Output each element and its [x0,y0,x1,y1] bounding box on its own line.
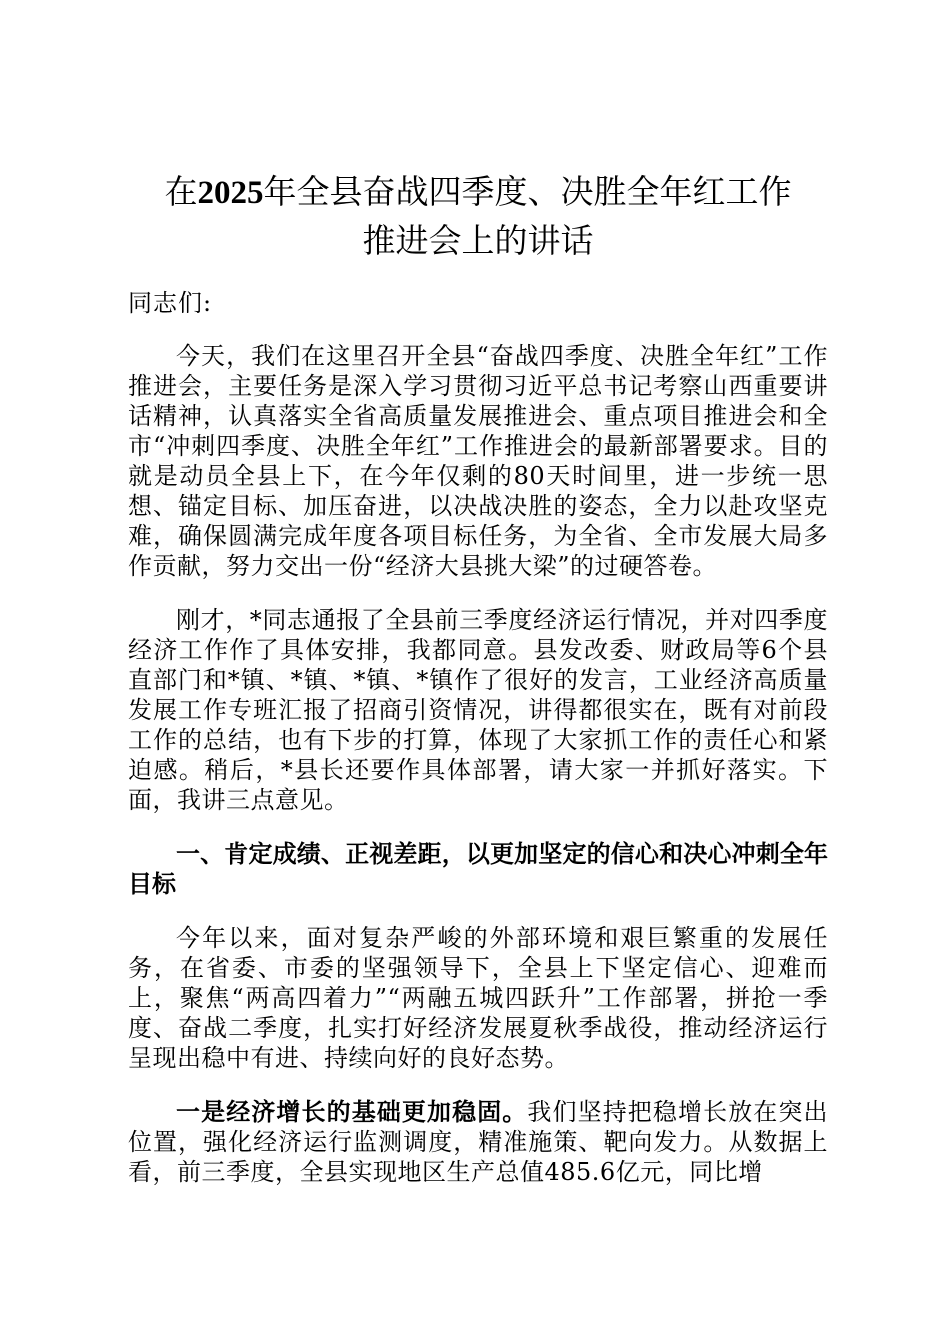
paragraph-review: 刚才，*同志通报了全县前三季度经济运行情况，并对四季度经济工作作了具体安排，我都同意。县发改委、财政局等6个县直部门和*镇、*镇、*镇、*镇作了很好的发言，工业经济高质量发展工作专班汇报了招商引资情况，讲得都很实在，既有对前段工作的总结，也有下步的打算，体现了大家抓工作的责任心和紧迫感。稍后，*县长还要作具体部署，请大家一并抓好落实。下面，我讲三点意见。 [128,606,828,814]
title-line-2: 推进会上的讲话 [362,221,594,260]
title-prefix: 在 [164,172,198,211]
title-line-1 [108,168,848,217]
document-page [128,168,828,1187]
paragraph-economy-text: 我们坚持把稳增长放在突出位置，强化经济运行监测调度，精准施策、靶向发力。从数据上看，前三季度，全县实现地区生产总值485.6亿元，同比增 [128,1098,829,1186]
title-year: 2025 [197,175,264,211]
title-line1-rest: 年全县奋战四季度、决胜全年红工作 [263,172,792,211]
paragraph-achievements: 今年以来，面对复杂严峻的外部环境和艰巨繁重的发展任务，在省委、市委的坚强领导下，全县上下坚定信心、迎难而上，聚焦“两高四着力”“两融五城四跃升”工作部署，拼抢一季度、奋战二季度，扎实打好经济发展夏秋季战役，推动经济运行呈现出稳中有进、持续向好的良好态势。 [128,924,828,1072]
document-title [108,168,848,265]
salutation: 同志们: [128,289,213,317]
section-heading-1: 一、肯定成绩、正视差距，以更加坚定的信心和决心冲刺全年目标 [128,839,828,898]
paragraph-opening: 今天，我们在这里召开全县“奋战四季度、决胜全年红”工作推进会，主要任务是深入学习贯彻习近平总书记考察山西重要讲话精神，认真落实全省高质量发展推进会、重点项目推进会和全市“冲刺四季度、决胜全年红”工作推进会的最新部署要求。目的就是动员全县上下，在今年仅剩的80天时间里，进一步统一思想、锚定目标、加压奋进，以决战决胜的姿态，全力以赴攻坚克难，确保圆满完成年度各项目标任务，为全省、全市发展大局多作贡献，努力交出一份“经济大县挑大梁”的过硬答卷。 [128,342,828,580]
paragraph-economy [128,1097,828,1187]
paragraph-economy-lead: 一是经济增长的基础更加稳固。 [176,1097,528,1126]
